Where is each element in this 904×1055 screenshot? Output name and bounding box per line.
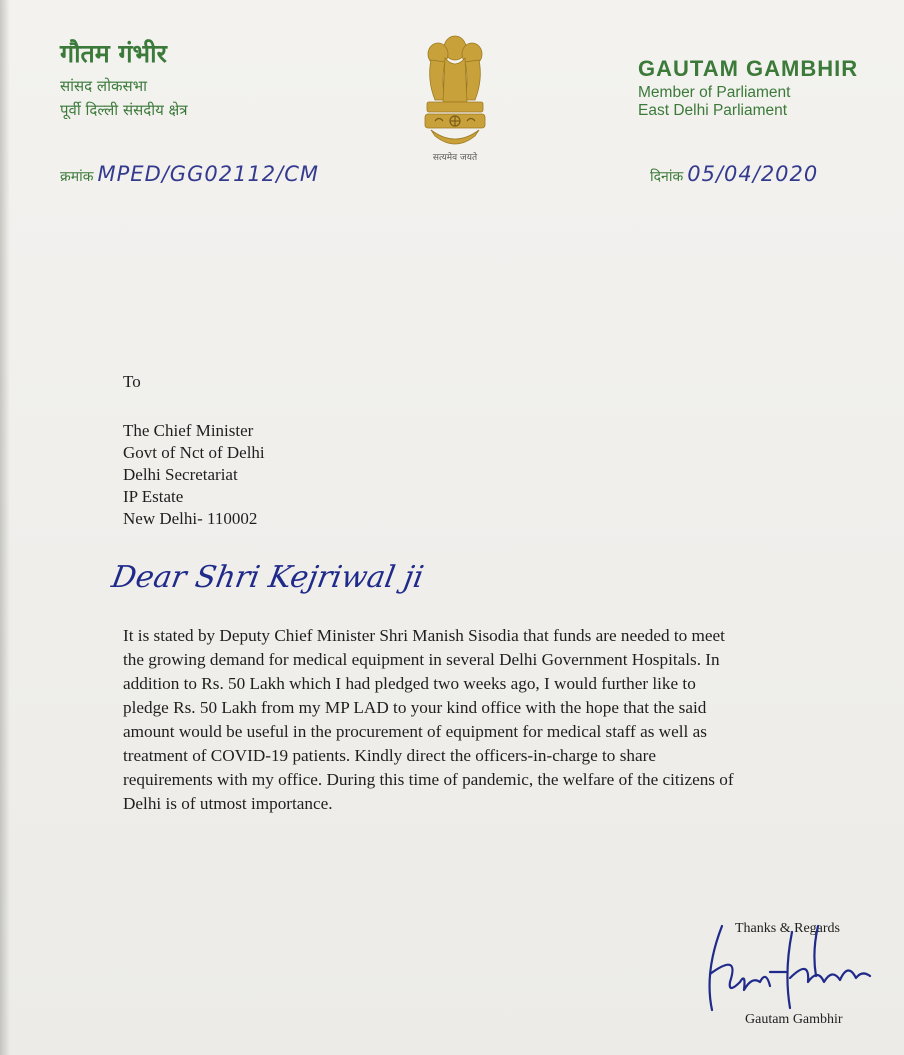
body-line: treatment of COVID-19 patients. Kindly direct the officers-in-charge to share [123, 746, 656, 765]
body-line: addition to Rs. 50 Lakh which I had pledged two weeks ago, I would further like to [123, 674, 696, 693]
page-shadow [0, 0, 10, 1055]
recipient-line: Govt of Nct of Delhi [123, 443, 265, 462]
body-line: requirements with my office. During this time of pandemic, the welfare of the citizens of [123, 770, 734, 789]
reference-value: MPED/GG02112/CM [97, 162, 320, 186]
emblem-motto: सत्यमेव जयते [432, 153, 478, 163]
recipient-line: IP Estate [123, 487, 184, 506]
body-line: amount would be useful in the procurement of equipment for medical staff as well as [123, 722, 707, 741]
date-value: 05/04/2020 [687, 162, 819, 186]
reference-label: क्रमांक [60, 169, 94, 185]
english-constituency: East Delhi Parliament [638, 102, 788, 119]
handwritten-salutation: Dear Shri Kejriwal ji [108, 560, 427, 595]
letter-date [650, 162, 818, 186]
closing-regards: Thanks & Regards [735, 921, 840, 936]
hindi-name: गौतम गंभीर [60, 39, 167, 68]
recipient-line: Delhi Secretariat [123, 465, 238, 484]
recipient-line: The Chief Minister [123, 421, 254, 440]
signatory-name: Gautam Gambhir [745, 1012, 843, 1027]
hindi-title: सांसद लोकसभा [60, 77, 148, 95]
signature [700, 912, 890, 1022]
body-line: pledge Rs. 50 Lakh from my MP LAD to your kind office with the hope that the said [123, 698, 707, 717]
english-name: GAUTAM GAMBHIR [638, 56, 859, 81]
to-label: To [123, 372, 141, 391]
reference-number [60, 162, 319, 186]
hindi-constituency: पूर्वी दिल्ली संसदीय क्षेत्र [60, 101, 188, 119]
english-title: Member of Parliament [638, 84, 791, 101]
state-emblem-icon [405, 30, 505, 165]
recipient-line: New Delhi- 110002 [123, 509, 258, 528]
body-line: Delhi is of utmost importance. [123, 794, 333, 813]
date-label: दिनांक [650, 169, 684, 185]
body-line: the growing demand for medical equipment in several Delhi Government Hospitals. In [123, 650, 720, 669]
body-line: It is stated by Deputy Chief Minister Shri Manish Sisodia that funds are needed to meet [123, 626, 725, 645]
